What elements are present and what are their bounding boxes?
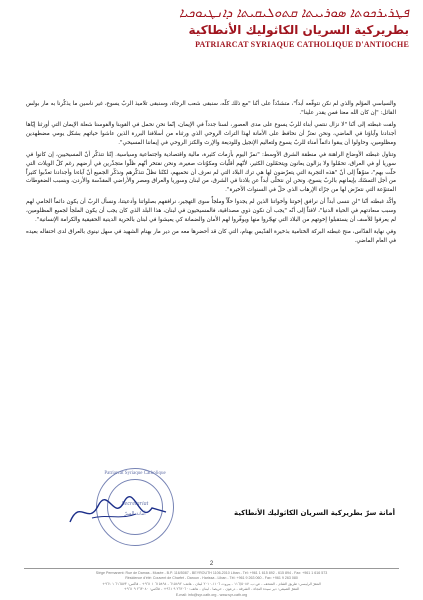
footer-address-ar-2: المقرّ الصيفي: دير سيدة النجاة - الشرفة - درعون - حريصا - لبنان - هاتف: ٢٦٣٠٦٠ ٩ ٩٦١+ - فاكس: ٢٦٣٠٨٠ ٩ ٩٦١+: [123, 587, 300, 592]
body-paragraph-5: وفي نهاية القدّاس، منح غبطته البركة الختامية بذخيرة القدّيس بهنام، التي كان قد أحضرها معه من دير مار بهنام الشهيد في سهل نينوى بالعراق لدى احتفاله بعيده في العام الماضي.: [26, 229, 396, 245]
body-paragraph-2: ولفت غبطته إلى أنّنا "لا نزال ننتمي أبناء للربّ يسوع على مدى العصور، لسنا جدداً في الإيمان، إنّما نحن نحمل في القوبنا والفوسنا شعلة الإيمان التي أورثنا إيّاها أجدادنا وآباؤنا في الماضي، ونحن نعتزّ أن نحافظ على الأمانة لهذا التراث الروحي الذي ورثناه من أسلافنا البررة الذين عاشوا حياتهم بشكل يومي مضطهدين ومظلومين، وحاولوا أن يبقوا دائماً أمناء للربّ يسوع ولتعاليم الإنجيل وللوديعة والإرث والكنز الروحي في إيماننا المسيحي".: [26, 122, 396, 146]
footer-address-fr-1: Siège Permanent: Rue de Damas - Musée - B.P. 116/5087 - BEYROUTH 1106-2010 Liban - Tél: +961 1 615 892 - 615 894 - Fax: +961 1 616 573: [95, 571, 328, 575]
handwritten-signature: [62, 492, 172, 532]
seal-arabic-label: أمانة السرّ: [124, 511, 146, 517]
body-paragraph-1: والسياسي المؤلم والذي لم نكن نتوقّعه أبداً"، متشدّداً على أنّنا "مع ذلك كلّه، سنبقى شعب الرجاء، وسنبقى تلاميذ الربّ يسوع، غير ناسين ما يذكّرنا به مار بولس القائل: "إن كان الله معنا فمن يقدر علينا".: [26, 101, 396, 116]
letterhead-syriac-title: ܦܛܪܝܪܟܘܬܐ ܣܘܪܝܝܬܐ ܩܬܘܠܝܩܝܬܐ ܕܐܢܛܝܘܟܝܐ: [179, 6, 409, 21]
page-number: 2: [209, 561, 214, 567]
letterhead-french-title: PATRIARCAT SYRIAQUE CATHOLIQUE D'ANTIOCHE: [195, 40, 409, 49]
seal-outer-text: Patriarcat Syriaque Catholique: [104, 471, 166, 476]
footer-web-email: E-mail: info@syr-cath.org - www.syr-cath.org: [175, 592, 248, 597]
footer-address-ar-1: المقرّ الرئيسي: طريق الشام - المتحف - ص.ب. ١١٦/٥٠٨٧ - بيروت ١١٠٦-٢٠١٠ لبنان - هاتف: ٦١٥٨٩٢ - ٦١٥٨٩٤ ١ ٩٦١+ - فاكس: ٦١٦٥٧٣ ١ ٩٦١+: [102, 581, 321, 586]
footer-contact: [20, 571, 403, 598]
letterhead-arabic-title: بطريركية السريان الكاثوليك الأنطاكية: [188, 23, 409, 37]
body-paragraph-4: وأكّد غبطته أنّنا "لن ننسى أبداً أن نرافق إخوتنا وأخواتنا الذين لم يجدوا حلّاً وملجأً سوى التهجير، نرافقهم بصلواتنا وأدعيتنا، ونسأل الربّ أن يكون دائماً الحامي لهم وسبب سعادتهم في الحياة الدنيا"، لافتاً إلى أنّه "يجب أن نكون ذوي مصداقية، فالمسيحيون في لبنان، هذا البلد الذي كان يجب أن يكون الملجأ لجميع المظلومين، لم يعرفوا للأسف أن يستقبلوا إخوتهم من البلاد التي تهجّروا منها ويوفّروا لهم الأمان والضمانة كي يعيشوا في لبنان بالحرية الدينية الحقيقية والكرامة الإنسانية".: [26, 199, 396, 224]
seal-secretariat-label: Secrétariat: [121, 501, 149, 507]
footer-address-fr-2: Résidence d'été: Couvent de Charfet - Daroun - Harissa - Liban - Tél: +961 9 263 060 - Fax: +961 9 263 080: [125, 576, 298, 581]
body-paragraph-3: وتناول غبطته الأوضاع الراهنة في منطقة الشرق الأوسط: "نمرّ اليوم بأزمات كثيرة، مالية واقتصادية واجتماعية وسياسية. إنّنا نتذكّر أنّ المسيحيين، إن كانوا في سوريا أو في العراق، تحمّلوا ولا يزالون يعانون ويتحمّلون الكثير، لأنّهم أقلّيات ومكوّنات صغيرة، ونحن نفتخر أنّهم ظلّوا متجذّرين في أرضهم رغم كلّ الويلات التي حلّت بهم"، منوّهاً إلى أنّ "هذه التجربة التي يتعرّضون لها هي ترك البلاد التي لم نعرف أن نحميهم، لكنّنا نظلّ نتذكّرهم ونذكّر الجميع أنّ آباءنا وأجدادنا تعذّبوا كثيراً من أجل التمسّك بإيمانهم بالربّ يسوع، ونحن لن نتخلّى أبداً عن بلادنا في الشرق، من لبنان وسوريا والعراق ومصر والأراضي المقدّسة والأردن، وبسبب الضغوطات المتنوّعة التي نتعرّض لها من جرّاء الإرهاب الذي حلّ في السنوات الأخيرة".: [26, 151, 396, 194]
signoff-secretariat: أمانة سرّ بطريركية السريان الكاثوليك الأنطاكية: [234, 509, 395, 517]
footer-divider: [24, 568, 399, 569]
letterhead: [109, 6, 409, 50]
letter-body: [26, 100, 396, 249]
